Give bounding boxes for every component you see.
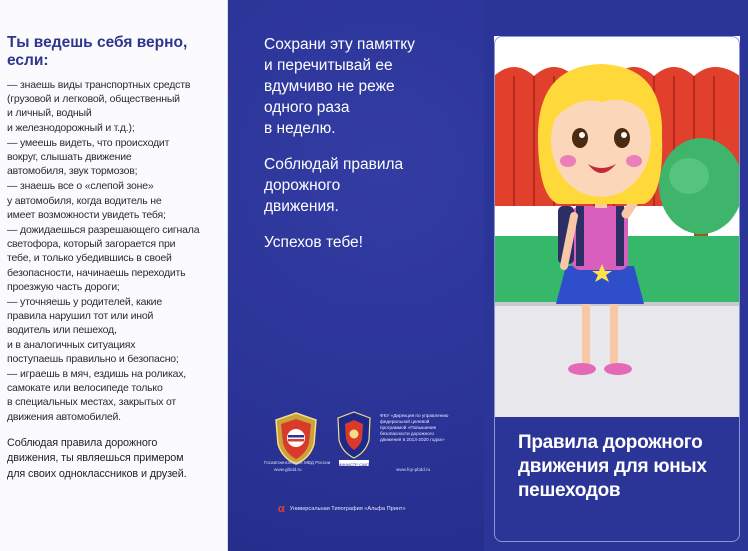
list-item: — уточняешь у родителей, какие правила нарушил тот или иной водитель или пешеход, и в аналогичных ситуациях поступаешь правильно и безопасно;: [7, 296, 179, 365]
gibdd-caption: Госавтоинспекция МВД России: [264, 460, 331, 465]
gibdd-url[interactable]: www.gibdd.ru: [274, 467, 302, 472]
list-item: — знаешь все о «слепой зоне» у автомобиля, когда водитель не имеет возможности увидеть тебя;: [7, 180, 166, 221]
list-item: — знаешь виды транспортных средств (грузовой и легковой, общественный и личный, водный и железнодорожный и т.д.);: [7, 79, 191, 134]
mvd-emblem-icon: [334, 410, 374, 470]
sponsor-logos: [266, 410, 476, 470]
printer-credit: [278, 503, 406, 515]
behavior-list: [7, 78, 221, 424]
left-heading: Ты ведешь себя верно, если:: [7, 34, 188, 69]
mvd-caption: МИНИСТР СЧИТАЕТ: [338, 462, 378, 467]
advice-text: [264, 34, 474, 268]
list-item: — играешь в мяч, ездишь на роликах, самокате или велосипеде только в специальных местах, закрытых от движения автомобилей.: [7, 368, 186, 423]
fku-text: ФКУ «Дирекция по управлению федеральной целевой программой «Повышение безопасности дорожного движения в 2013-2020 годах»: [380, 413, 449, 442]
alpha-print-icon: α: [278, 503, 285, 515]
printer-name: Универсальная Типография «Альфа Принт»: [289, 506, 406, 512]
list-item: — дожидаешься разрешающего сигнала светофора, который загорается при тебе, и только убедившись в своей безопасности, начинаешь переходить проезжую часть дороги;: [7, 224, 200, 293]
closing-note: Соблюдая правила дорожного движения, ты являешься примером для своих одноклассников и друзей.: [7, 436, 187, 480]
cover-title-box: [494, 417, 740, 542]
list-item: — умеешь видеть, что происходит вокруг, слышать движение автомобиля, звук тормозов;: [7, 136, 170, 178]
advice-paragraph: Соблюдай правила дорожного движения.: [264, 156, 404, 215]
cover-title: Правила дорожного движения для юных пешеходов: [518, 432, 707, 501]
advice-paragraph: Сохрани эту памятку и перечитывай ее вдумчиво не реже одного раза в неделю.: [264, 36, 415, 137]
cover-panel: [484, 0, 748, 551]
left-panel: [0, 0, 228, 551]
fku-url[interactable]: www.fcp-pbdd.ru: [396, 467, 431, 472]
middle-panel: [228, 0, 484, 551]
advice-paragraph: Успехов тебе!: [264, 234, 363, 251]
